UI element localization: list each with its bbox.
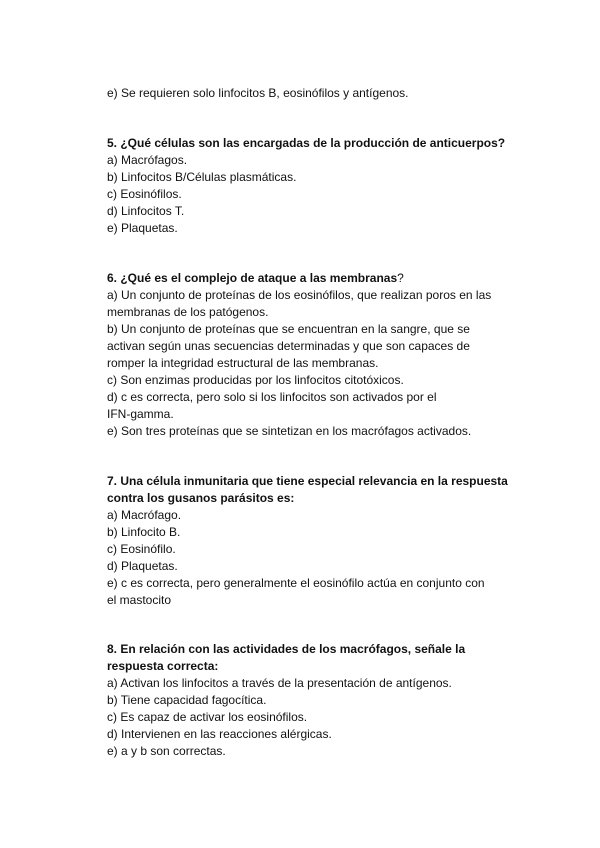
q8-option-d: d) Intervienen en las reacciones alérgicas. — [107, 727, 332, 741]
q7-question-line-2: contra los gusanos parásitos es: — [107, 491, 295, 505]
q8-option-e: e) a y b son correctas. — [107, 744, 226, 758]
q8-option-c: c) Es capaz de activar los eosinófilos. — [107, 710, 308, 724]
q6-question — [107, 270, 404, 287]
q6-question-bold: 6. ¿Qué es el complejo de ataque a las membranas — [107, 271, 398, 285]
q5-option-c: c) Eosinófilos. — [107, 187, 182, 201]
q5-option-d: d) Linfocitos T. — [107, 204, 185, 218]
q5-option-a: a) Macrófagos. — [107, 153, 188, 167]
q7-option-e-line-1: e) c es correcta, pero generalmente el eosinófilo actúa en conjunto con — [107, 576, 485, 590]
q7-option-d: d) Plaquetas. — [107, 559, 178, 573]
q7-option-c: c) Eosinófilo. — [107, 542, 176, 556]
q6-option-b-line-1: b) Un conjunto de proteínas que se encuentran en la sangre, que se — [107, 322, 470, 336]
q8-question-line-2: respuesta correcta: — [107, 659, 219, 673]
q6-option-a-line-1: a) Un conjunto de proteínas de los eosinófilos, que realizan poros en las — [107, 288, 492, 302]
q7-option-b: b) Linfocito B. — [107, 525, 181, 539]
q7-option-e-line-2: el mastocito — [107, 593, 172, 607]
q6-question-end: ? — [397, 271, 404, 285]
q8-option-a: a) Activan los linfocitos a través de la presentación de antígenos. — [107, 676, 452, 690]
q5-option-b: b) Linfocitos B/Células plasmáticas. — [107, 170, 297, 184]
q5-option-e: e) Plaquetas. — [107, 221, 178, 235]
q7-question-line-1: 7. Una célula inmunitaria que tiene especial relevancia en la respuesta — [107, 474, 508, 488]
q6-option-a-line-2: membranas de los patógenos. — [107, 305, 269, 319]
q6-option-d-line-1: d) c es correcta, pero solo si los linfocitos son activados por el — [107, 390, 437, 404]
q5-question: 5. ¿Qué células son las encargadas de la producción de anticuerpos? — [107, 136, 506, 150]
q6-option-b-line-2: activan según unas secuencias determinadas y que son capaces de — [107, 339, 470, 353]
q6-option-c: c) Son enzimas producidas por los linfocitos citotóxicos. — [107, 373, 404, 387]
q8-question-line-1: 8. En relación con las actividades de los macrófagos, señale la — [107, 642, 466, 656]
q8-option-b: b) Tiene capacidad fagocítica. — [107, 693, 267, 707]
q6-option-b-line-3: romper la integridad estructural de las membranas. — [107, 356, 379, 370]
q7-option-a: a) Macrófago. — [107, 508, 182, 522]
intro-option-e: e) Se requieren solo linfocitos B, eosinófilos y antígenos. — [107, 86, 409, 100]
q6-option-e: e) Son tres proteínas que se sintetizan en los macrófagos activados. — [107, 424, 472, 438]
q6-option-d-line-2: IFN-gamma. — [107, 407, 174, 421]
